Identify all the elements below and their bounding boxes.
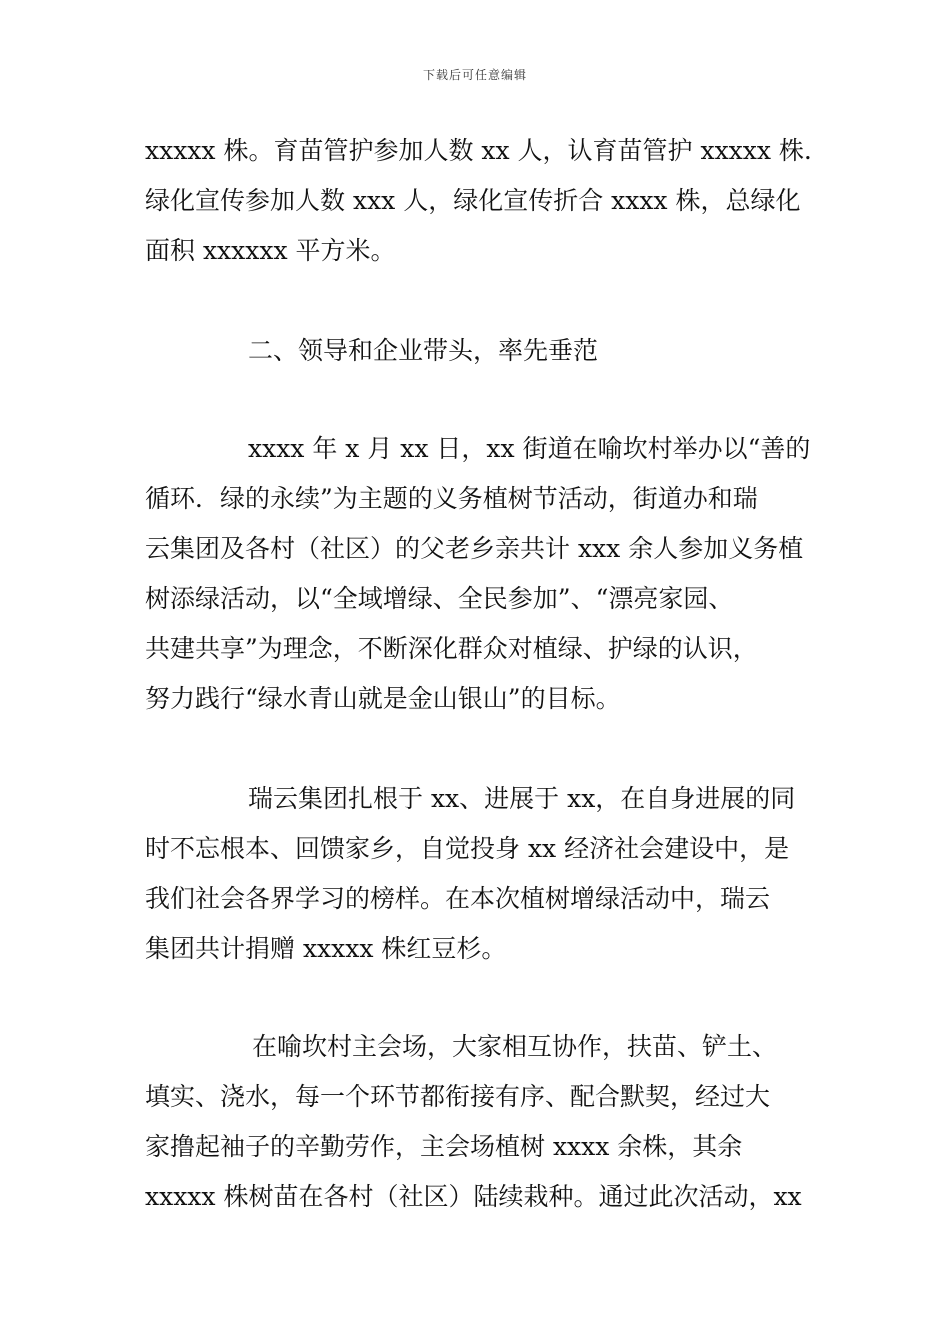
text-line: 时不忘根本、回馈家乡，自觉投身 xx 经济社会建设中，是 <box>145 834 790 863</box>
header-note: 下载后可任意编辑 <box>422 68 527 82</box>
text-line: 填实、浇水，每一个环节都衔接有序、配合默契，经过大 <box>145 1082 771 1111</box>
text-line: 绿化宣传参加人数 xxx 人，绿化宣传折合 xxxx 株，总绿化 <box>145 186 801 215</box>
text-line: 在喻坎村主会场，大家相互协作，扶苗、铲土、 <box>252 1032 778 1061</box>
text-line: 我们社会各界学习的榜样。在本次植树增绿活动中，瑞云 <box>145 884 771 913</box>
text-line: 云集团及各村（社区）的父老乡亲共计 xxx 余人参加义务植 <box>145 534 804 563</box>
text-line: 瑞云集团扎根于 xx、进展于 xx，在自身进展的同 <box>248 784 796 813</box>
text-line: 循环．绿的永续”为主题的义务植树节活动，街道办和瑞 <box>145 484 758 513</box>
text-line: 共建共享”为理念，不断深化群众对植绿、护绿的认识， <box>145 634 758 663</box>
text-line: 家撸起袖子的辛勤劳作，主会场植树 xxxx 余株，其余 <box>145 1132 743 1161</box>
section-heading: 二、领导和企业带头，率先垂范 <box>248 336 599 365</box>
text-line: xxxxx 株树苗在各村（社区）陆续栽种。通过此次活动，xx <box>145 1182 802 1211</box>
text-line: xxxx 年 x 月 xx 日，xx 街道在喻坎村举办以“善的 <box>248 434 811 463</box>
text-line: xxxxx 株。育苗管护参加人数 xx 人，认育苗管护 xxxxx 株. <box>145 136 812 165</box>
text-line: 树添绿活动，以“全域增绿、全民参加”、“漂亮家园、 <box>145 584 734 613</box>
text-line: 努力践行“绿水青山就是金山银山”的目标。 <box>145 684 621 713</box>
text-line: 集团共计捐赠 xxxxx 株红豆杉。 <box>145 934 507 963</box>
text-line: 面积 xxxxxx 平方米。 <box>145 236 396 265</box>
